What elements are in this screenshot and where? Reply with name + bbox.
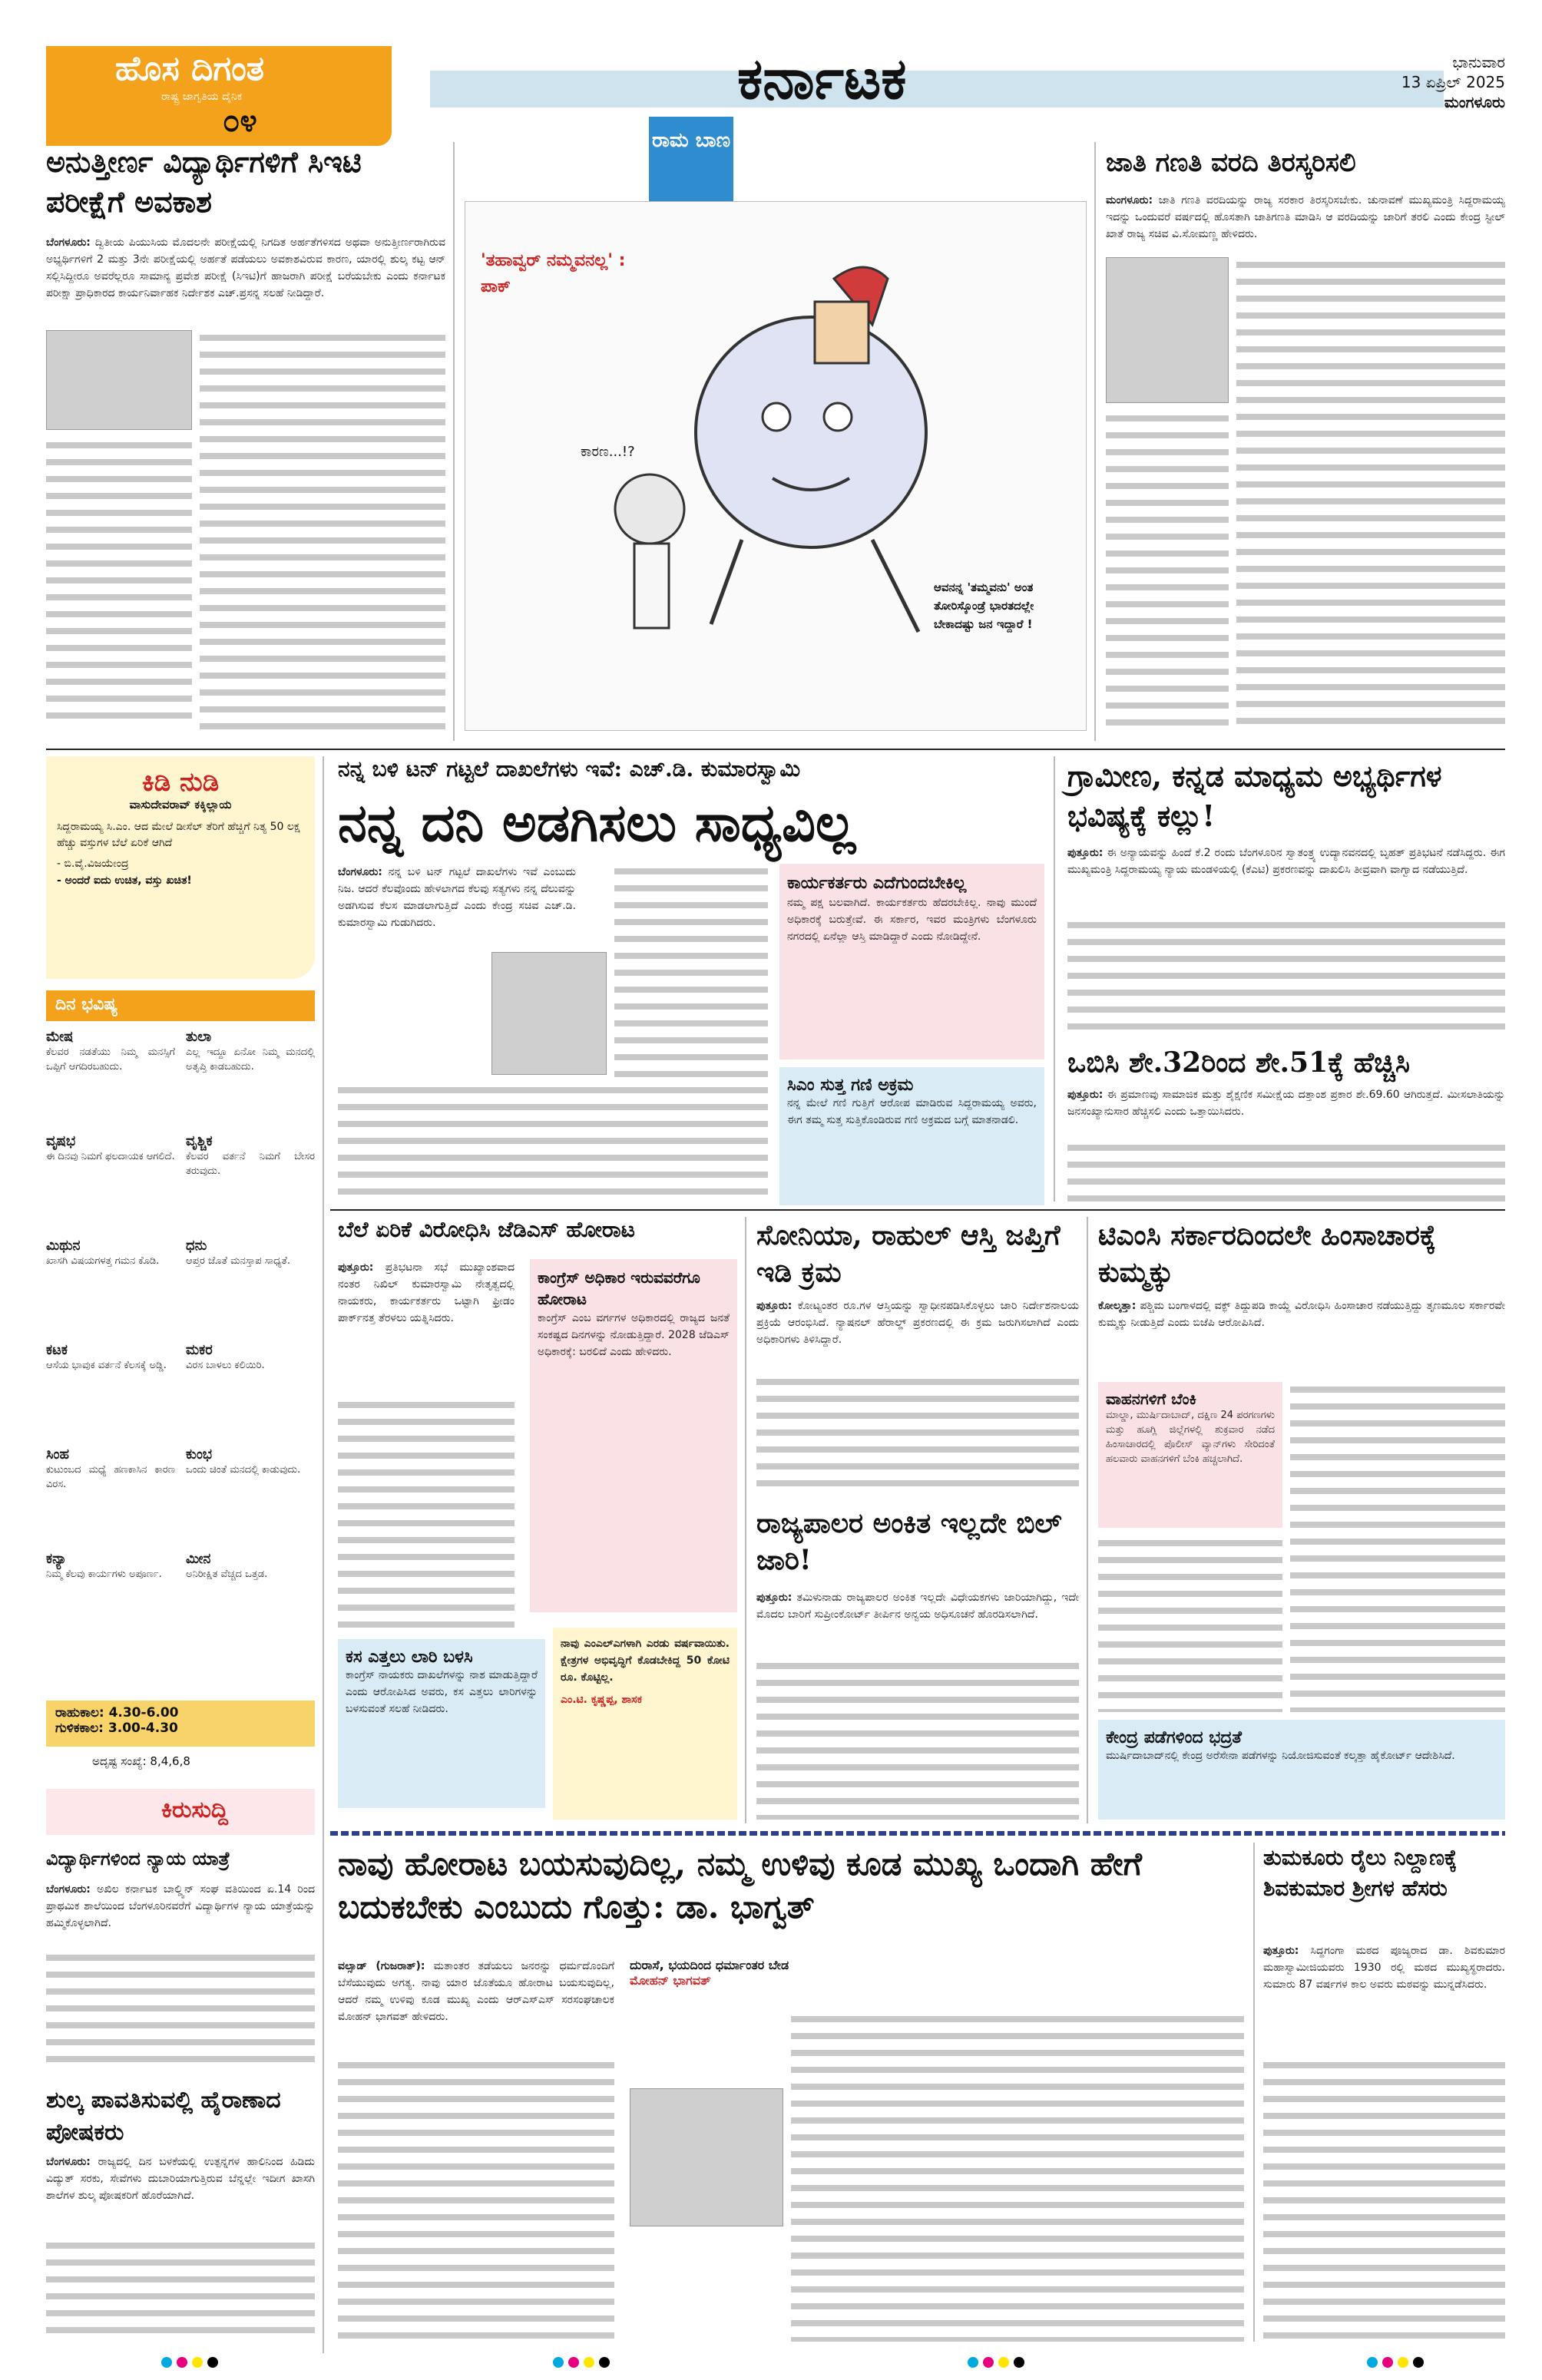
- governor-dateline: ಪುತ್ತೂರು:: [756, 1592, 793, 1604]
- logo-tagline: ರಾಷ್ಟ್ರ ಜಾಗೃತಿಯ ದೈನಿಕ: [161, 91, 243, 103]
- horoscope-sign: ಮಿಥುನ ಖಾಸಗಿ ವಿಷಯಗಳತ್ತ ಗಮನ ಕೊಡಿ.: [46, 1238, 160, 1267]
- rural-lead: ಈ ಅನ್ಯಾಯವನ್ನು ಹಿಂದೆ ಕೆ.2 ರಂದು ಬೆಂಗಳೂರಿನ ಸ್ವಾತಂತ್ರ್ಯ ಉದ್ಯಾನವನದಲ್ಲಿ ಬೃಹತ್ ಪ್ರತಿಭಟನೆ ನಡೆಸಿದ್ದರು. ಈಗ ಮುಖ್ಯಮಂತ್ರಿ ಸಿದ್ದರಾಮಯ್ಯ ನ್ಯಾಯ ಮಂಡಳಿಯಲ್ಲಿ (ಕೆಎಟಿ) ಪ್ರಕರಣವನ್ನು ದಾಖಲಿಸಿ ತೀವ್ರವಾಗಿ ವಾಗ್ವಾದ ನಡೆಯುತ್ತಿದೆ.: [1067, 847, 1506, 876]
- page-number: ೦೪: [223, 104, 257, 139]
- congress-box: [530, 1259, 737, 1612]
- horoscope-sign: ಮೇಷ ಕೆಲವರ ನಡತೆಯು ನಿಮ್ಮ ಮನಸ್ಸಿಗೆ ಒಪ್ಪಿಗೆ ಆಗದಿರಬಹುದು.: [46, 1029, 175, 1073]
- column-divider: [453, 142, 455, 741]
- section-divider: [46, 749, 1505, 750]
- workers-box: [779, 864, 1044, 1059]
- quote-source: ಎಂ.ಟಿ. ಕೃಷ್ಣಪ್ಪ, ಶಾಸಕ: [561, 1694, 642, 1706]
- garbage-headline: ಕಸ ಎತ್ತಲು ಲಾರಿ ಬಳಸಿ: [346, 1647, 473, 1667]
- kidi-nudi-text: ಸಿದ್ದರಾಮಯ್ಯ ಸಿ.ಎಂ. ಆದ ಮೇಲೆ ಡೀಸೆಲ್ ತೆರಿಗೆ ಹೆಚ್ಚಿಗೆ ನಿತ್ಯ 50 ಲಕ್ಷ ಹೆಚ್ಚು ವಸ್ತುಗಳ ಬೆಲೆ ಏರಿಕೆ ಆಗಿದೆ: [57, 821, 300, 849]
- tmc-body-continued-2: [1098, 1535, 1282, 1712]
- rahukala-box: [46, 1701, 315, 1747]
- kirusuddi-header: ಕಿರುಸುದ್ದಿ: [46, 1789, 315, 1835]
- city-label: ಮಂಗಳೂರು: [1444, 93, 1505, 111]
- horoscope-header: ದಿನ ಭವಿಷ್ಯ: [46, 990, 315, 1021]
- registration-marks-left: [161, 2357, 218, 2368]
- congress-title: ಕಾಂಗ್ರೆಸ್ ಅಧಿಕಾರ ಇರುವವರೆಗೂ ಹೋರಾಟ: [538, 1268, 700, 1308]
- kidi-nudi-source: - ಬಿ.ವೈ.ವಿಜಯೇಂದ್ರ: [57, 858, 129, 870]
- caste-body: [1106, 192, 1505, 243]
- caste-body-continued: [1236, 257, 1505, 733]
- hdk-kicker: ನನ್ನ ಬಳಿ ಟನ್ ಗಟ್ಟಲೆ ದಾಖಲೆಗಳು ಇವೆ: ಎಚ್.ಡಿ. ಕುಮಾರಸ್ವಾಮಿ: [338, 756, 801, 782]
- tmc-dateline: ಕೋಲ್ಕತ್ತಾ:: [1098, 1300, 1137, 1312]
- tumakuru-body-continued: [1263, 2058, 1505, 2342]
- cartoon-caption-bottom: ಆವನನ್ನ 'ತಮ್ಮವನು' ಅಂತ ತೋರಿಸ್ಕೊಂಡ್ರೆ ಭಾರತದಲ್ಲೇ ಬೇಕಾದಷ್ಟು ಜನ ಇದ್ದಾರೆ !: [934, 580, 1034, 631]
- horoscope-sign: ಮೀನ ಅನಿರೀಕ್ಷಿತ ವೆಚ್ಚದ ಒತ್ತಡ.: [186, 1551, 268, 1580]
- central-forces-text: ಮುರ್ಷಿದಾಬಾದ್‌ನಲ್ಲಿ ಕೇಂದ್ರ ಅರೆಸೇನಾ ಪಡೆಗಳನ್ನು ನಿಯೋಜಿಸುವಂತೆ ಕಲ್ಕತ್ತಾ ಹೈಕೋರ್ಟ್ ಆದೇಶಿಸಿದೆ.: [1106, 1750, 1455, 1762]
- date-label: 13 ಏಪ್ರಿಲ್ 2025: [1401, 73, 1505, 91]
- sonia-body-continued: [756, 1374, 1079, 1489]
- rural-body-continued: [1067, 917, 1505, 1040]
- hdk-body: [338, 864, 576, 931]
- bhagwat-inset: [630, 1958, 922, 2004]
- column-divider: [1087, 1217, 1088, 1823]
- vehicles-title: ವಾಹನಗಳಿಗೆ ಬೆಂಕಿ: [1106, 1390, 1196, 1408]
- section-divider: [330, 1209, 1505, 1211]
- date-block: [1352, 52, 1505, 112]
- registration-marks-mid: [553, 2357, 610, 2368]
- tumakuru-dateline: ಪುತ್ತೂರು:: [1263, 1945, 1299, 1957]
- obc-body: [1067, 1086, 1505, 1120]
- fees-body: [46, 2154, 315, 2204]
- fees-dateline: ಬೆಂಗಳೂರು:: [46, 2156, 91, 2168]
- hdk-headline: ನನ್ನ ದನಿ ಅಡಗಿಸಲು ಸಾಧ್ಯವಿಲ್ಲ: [338, 792, 856, 854]
- workers-text: ನಮ್ಮ ಪಕ್ಷ ಬಲವಾಗಿದೆ. ಕಾರ್ಯಕರ್ತರು ಹೆದರಬೇಕಿಲ್ಲ. ನಾವು ಮುಂದೆ ಅಧಿಕಾರಕ್ಕೆ ಬರುತ್ತೇವೆ. ಈ ಸರ್ಕಾರ, ಇವರ ಮಂತ್ರಿಗಳು ಬೆಂಗಳೂರು ನಗರದಲ್ಲಿ ಏನೆಲ್ಲಾ ಆಸ್ತಿ ಮಾಡಿದ್ದಾರೆ ಎಂದು ನೋಡಿದ್ದೇನೆ.: [787, 897, 1037, 943]
- justice-body-continued: [46, 1950, 315, 2073]
- garbage-text: ಕಾಂಗ್ರೆಸ್ ನಾಯಕರು ದಾಖಲೆಗಳನ್ನು ನಾಶ ಮಾಡುತ್ತಿದ್ದಾರೆ ಎಂದು ಆರೋಪಿಸಿದ ಅವರು, ಕಸ ಎತ್ತಲು ಲಾರಿಗಳನ್ನು ಬಳಸುವಂತೆ ಸಲಹೆ ನೀಡಿದರು.: [346, 1669, 538, 1715]
- price-dateline: ಪುತ್ತೂರು:: [338, 1261, 374, 1274]
- registration-marks-right: [1367, 2357, 1424, 2368]
- justice-dateline: ಬೆಂಗಳೂರು:: [46, 1883, 91, 1896]
- bhagwat-body-continued: [338, 2058, 614, 2342]
- price-body-continued: [338, 1397, 515, 1628]
- exam-body-continued-2: [46, 438, 192, 729]
- bhagwat-body-continued-2: [791, 2011, 1244, 2342]
- vehicles-text: ಮಾಲ್ಡಾ, ಮುರ್ಷಿದಾಬಾದ್, ದಕ್ಷಿಣ 24 ಪರಗಣಗಳು ಮತ್ತು ಹೂಗ್ಲಿ ಜಿಲ್ಲೆಗಳಲ್ಲಿ ಶುಕ್ರವಾರ ನಡೆದ ಹಿಂಸಾಚಾರದಲ್ಲಿ ಪೊಲೀಸ್ ವ್ಯಾನ್‌ಗಳು ಸೇರಿದಂತೆ ಹಲವಾರು ವಾಹನಗಳಿಗೆ ಬೆಂಕಿ ಹಚ್ಚಲಾಗಿದೆ.: [1106, 1410, 1275, 1465]
- exam-dateline: ಬೆಂಗಳೂರು:: [46, 236, 91, 249]
- registration-marks-mid2: [968, 2357, 1024, 2368]
- lucky-number: ಅದೃಷ್ಟ ಸಂಖ್ಯೆ: 8,4,6,8: [92, 1754, 190, 1768]
- governor-body-continued: [756, 1658, 1079, 1820]
- hdk-dateline: ಬೆಂಗಳೂರು:: [338, 866, 382, 878]
- caste-body-continued-2: [1106, 411, 1229, 733]
- somanna-photo: [1106, 257, 1229, 403]
- hdk-photo: [491, 952, 607, 1075]
- tmc-body: [1098, 1297, 1505, 1331]
- price-lead: ಪ್ರತಿಭಟನಾ ಸಭೆ ಮುಖ್ಯಾಂಶವಾದ ನಂತರ ನಿಖಿಲ್ ಕುಮಾರಸ್ವಾಮಿ ನೇತೃತ್ವದಲ್ಲಿ ನಾಯಕರು, ಕಾರ್ಯಕರ್ತರು ಒಟ್ಟಾಗಿ ಫ್ರೀಡಂ ಪಾರ್ಕ್‌ನತ್ತ ತೆರಳಲು ಯತ್ನಿಸಿದರು.: [338, 1261, 515, 1324]
- section-divider: [330, 1831, 1505, 1836]
- vehicles-box: [1098, 1382, 1282, 1528]
- hdk-body-continued-2: [614, 864, 768, 1079]
- quote-text: ನಾವು ಎಂಎಲ್‌ಎಗಳಾಗಿ ಎರಡು ವರ್ಷವಾಯಿತು. ಕ್ಷೇತ್ರಗಳ ಅಭಿವೃದ್ಧಿಗೆ ಕೊಡಬೇಕಿದ್ದ 50 ಕೋಟಿ ರೂ. ಕೊಟ್ಟಿಲ್ಲ.: [561, 1638, 730, 1684]
- fees-body-continued: [46, 2238, 315, 2338]
- congress-text: ಕಾಂಗ್ರೆಸ್ ಎಂಬ ವರ್ಗಗಳ ಅಧಿಕಾರದಲ್ಲಿ ರಾಜ್ಯದ ಜನತೆ ಸಂಕಷ್ಟದ ದಿನಗಳನ್ನು ನೋಡುತ್ತಿದ್ದಾರೆ. 2028 ಜೆಡಿಎಸ್‌ ಅಧಿಕಾರಕ್ಕೆ: ಬರಲಿದೆ ಎಂದು ಹೇಳಿದರು.: [538, 1312, 730, 1358]
- sonia-headline: ಸೋನಿಯಾ, ರಾಹುಲ್ ಆಸ್ತಿ ಜಪ್ತಿಗೆ ಇಡಿ ಕ್ರಮ: [756, 1219, 1061, 1288]
- hdk-body-continued: [338, 1083, 768, 1198]
- horoscope-sign: ಸಿಂಹ ಕುಟುಂಬದ ಮಧ್ಯೆ ಹಣಕಾಸಿನ ಕಾರಣ ವಿರಸ.: [46, 1446, 175, 1490]
- kidi-nudi-punch: - ಅಂದರೆ ಐದು ಉಚಿತ, ವಸ್ತು ಖಚಿತ!: [57, 874, 192, 887]
- bhagwat-lead: ಮತಾಂತರ ತಡೆಯಲು ಜನರನ್ನು ಧರ್ಮದೊಂದಿಗೆ ಬೆಸೆಯುವುದು ಅಗತ್ಯ. ನಾವು ಯಾರ ಜೊತೆಯೂ ಹೋರಾಟ ಬಯಸುವುದಿಲ್ಲ, ಆದರೆ ನಮ್ಮ ಉಳಿವು ಕೂಡ ಮುಖ್ಯ ಎಂದು ಆರ್‌ಎಸ್‌ಎಸ್ ಸರಸಂಘಚಾಲಕ ಮೋಹನ್ ಭಾಗವತ್ ಹೇಳಿದರು.: [338, 1960, 614, 2023]
- kidi-nudi-box: [46, 756, 315, 979]
- fees-headline: ಶುಲ್ಕ ಪಾವತಿಸುವಲ್ಲಿ ಹೈರಾಣಾದ ಪೋಷಕರು: [46, 2087, 281, 2146]
- horoscope-sign: ಧನು ಆಪ್ತರ ಜೊತೆ ಮನಸ್ತಾಪ ಸಾಧ್ಯತೆ.: [186, 1238, 290, 1267]
- central-forces-title: ಕೇಂದ್ರ ಪಡೆಗಳಿಂದ ಭದ್ರತೆ: [1106, 1727, 1242, 1747]
- caste-dateline: ಮಂಗಳೂರು:: [1106, 194, 1153, 207]
- cartoon-caption-top: 'ತಹಾವ್ವರ್ ನಮ್ಮವನಲ್ಲ' : ಪಾಕ್: [481, 251, 626, 296]
- governor-lead: ತಮಿಳುನಾಡು ರಾಜ್ಯಪಾಲರ ಅಂಕಿತ ಇಲ್ಲದೇ ವಿಧೇಯಕಗಳು ಜಾರಿಯಾಗಿದ್ದು, ಇದೇ ಮೊದಲ ಬಾರಿಗೆ ಸುಪ್ರೀಂಕೋರ್ಟ್ ತೀರ್ಪಿನ ಅನ್ವಯ ಅಧಿಸೂಚನೆ ಹೊರಡಿಸಲಾಗಿದೆ.: [756, 1592, 1079, 1621]
- obc-headline: ಒಬಿಸಿ ಶೇ.32ರಿಂದ ಶೇ.51ಕ್ಕೆ ಹೆಚ್ಚಿಸಿ: [1067, 1046, 1410, 1079]
- caste-lead: ಜಾತಿ ಗಣತಿ ವರದಿಯನ್ನು ರಾಜ್ಯ ಸರಕಾರ ತಿರಸ್ಕರಿಸಬೇಕು. ಚುನಾವಣೆ ಮುಖ್ಯಮಂತ್ರಿ ಸಿದ್ದರಾಮಯ್ಯ ಇದನ್ನು ಒಂದುವರೆ ವರ್ಷದಲ್ಲಿ ಹೊಸತಾಗಿ ಜಾತಿಗಣತಿ ಮಾಡಿಸಿ ಆ ವರದಿಯನ್ನು ಜಾರಿಗೆ ತರಲಿ ಎಂದು ಕೇಂದ್ರ ಸ್ಟೀಲ್ ಖಾತೆ ರಾಜ್ಯ ಸಚಿವ ವಿ.ಸೋಮಣ್ಣ ಹೇಳಿದರು.: [1106, 194, 1505, 240]
- bhagwat-headline: ನಾವು ಹೋರಾಟ ಬಯಸುವುದಿಲ್ಲ, ನಮ್ಮ ಉಳಿವು ಕೂಡ ಮುಖ್ಯ ಒಂದಾಗಿ ಹೇಗೆ ಬದುಕಬೇಕು ಎಂಬುದು ಗೊತ್ತು: ಡಾ. ಭಾಗ್ವತ್: [338, 1845, 1142, 1925]
- obc-body-continued: [1067, 1140, 1505, 1202]
- hdk-lead: ನನ್ನ ಬಳಿ ಟನ್ ಗಟ್ಟಲೆ ದಾಖಲೆಗಳು ಇವೆ ಎಂಬುದು ನಿಜ. ಆದರೆ ಕೆಲವೊಂದು ಹೇಳಲಾಗದ ಕೆಲವು ಸತ್ಯಗಳು ನನ್ನ ದೆಲುವನ್ನು ಅಡಗಿಸುವ ಕೆಲಸ ಮಾಡಲಾಗುತ್ತಿದೆ ಎಂದು ಕೇಂದ್ರ ಸಚಿವ ಎಚ್.ಡಿ. ಕುಮಾರಸ್ವಾಮಿ ಗುಡುಗಿದರು.: [338, 866, 576, 929]
- column-divider: [323, 756, 324, 2353]
- kidi-nudi-title: ಕಿಡಿ ನುಡಿ: [141, 767, 220, 798]
- horoscope-sign: ಕನ್ಯಾ ನಿಮ್ಮ ಕೆಲವು ಕಾರ್ಯಗಳು ಅಪೂರ್ಣ.: [46, 1551, 162, 1580]
- exam-lead: ದ್ವಿತೀಯ ಪಿಯುಸಿಯ ಮೊದಲನೇ ಪರೀಕ್ಷೆಯಲ್ಲಿ ನಿಗದಿತ ಅರ್ಹತೆಗಳಿಸದ ಅಥವಾ ಅನುತ್ತೀರ್ಣರಾಗಿರುವ ಅಭ್ಯರ್ಥಿಗಳಿಗೆ 2 ಮತ್ತು 3ನೇ ಪರೀಕ್ಷೆಯಲ್ಲಿ ಅರ್ಹತೆ ಪಡೆಯಲು ಅವಕಾಶವಿರುವ ಕಾರಣ, ಯಾರಲ್ಲಿ ಶುಲ್ಕ ಕಟ್ಟ ಆನ್‌ ಸಲ್ಲಿಸಿದ್ದೀರೂ ಅವರೆಲ್ಲರೂ ಸಾಮಾನ್ಯ ಪ್ರವೇಶ ಪರೀಕ್ಷೆ (ಸಿಇಟಿ)ಗೆ ಹಾಜರಾಗಿ ಪರೀಕ್ಷೆ ಬರೆಯಬೇಕು ಎಂದು ಕರ್ನಾಟಕ ಪರೀಕ್ಷಾ ಪ್ರಾಧಿಕಾರದ ಕಾರ್ಯನಿರ್ವಾಹಕ ನಿರ್ದೇಶಕ ಎಚ್.ಪ್ರಸನ್ನ ಸಲಹೆ ನೀಡಿದ್ದಾರೆ.: [46, 236, 445, 299]
- cm-mining-text: ನನ್ನ ಮೇಲೆ ಗಣಿ ಗುತ್ತಿಗೆ ಆರೋಪ ಮಾಡಿರುವ ಸಿದ್ದರಾಮಯ್ಯ ಅವರು, ಈಗ ತಮ್ಮ ಸುತ್ತ ಸುತ್ತಿಕೊಂಡಿರುವ ಗಣಿ ಅಕ್ರಮದ ಬಗ್ಗೆ ಮಾತನಾಡಲಿ.: [787, 1097, 1037, 1126]
- bhagwat-inset-title: ದುರಾಸೆ, ಭಯದಿಂದ ಧರ್ಮಾಂತರ ಬೇಡ: [630, 1958, 789, 1972]
- exam-headline: ಅನುತ್ತೀರ್ಣ ವಿದ್ಯಾರ್ಥಿಗಳಿಗೆ ಸಿಇಟಿ ಪರೀಕ್ಷೆಗೆ ಅವಕಾಶ: [46, 144, 362, 219]
- column-divider: [1253, 1843, 1255, 2342]
- horoscope-sign: ಕಟಕ ಆಸೆಯ ಭಾವುಕ ವರ್ತನೆ ಕೆಲಸಕ್ಕೆ ಅಡ್ಡಿ.: [46, 1342, 167, 1371]
- tmc-headline: ಟಿಎಂಸಿ ಸರ್ಕಾರದಿಂದಲೇ ಹಿಂಸಾಚಾರಕ್ಕೆ ಕುಮ್ಮಕ್ಕು: [1098, 1219, 1436, 1288]
- sonia-lead: ಕೋಟ್ಯಂತರ ರೂ.ಗಳ ಆಸ್ತಿಯನ್ನು ಸ್ವಾಧೀನಪಡಿಸಿಕೊಳ್ಳಲು ಜಾರಿ ನಿರ್ದೇಶನಾಲಯ ಪ್ರಕ್ರಿಯೆ ಆರಂಭಿಸಿದೆ. ನ್ಯಾಷನಲ್ ಹೆರಾಲ್ಡ್ ಪ್ರಕರಣದಲ್ಲಿ ಈ ಕ್ರಮ ಜರುಗಿಸಲಾಗಿದೆ ಎಂದು ಅಧಿಕಾರಿಗಳು ತಿಳಿಸಿದ್ದಾರೆ.: [756, 1300, 1079, 1346]
- governor-headline: ರಾಜ್ಯಪಾಲರ ಅಂಕಿತ ಇಲ್ಲದೇ ಬಿಲ್ ಜಾರಿ!: [756, 1507, 1062, 1576]
- column-divider: [745, 1217, 746, 1823]
- bhagwat-inset-name: ಮೋಹನ್ ಭಾಗವತ್: [630, 1973, 711, 1988]
- cm-mining-title: ಸಿಎಂ ಸುತ್ತ ಗಣಿ ಅಕ್ರಮ: [787, 1075, 914, 1095]
- garbage-box: [338, 1639, 545, 1808]
- newspaper-logo: ಹೊಸ ದಿಗಂತ: [115, 49, 265, 88]
- governor-body: [756, 1589, 1079, 1623]
- bhagwat-dateline: ವಲ್ಸಾಡ್ (ಗುಜರಾತ್):: [338, 1960, 425, 1972]
- cartoon-panel: [465, 201, 1087, 731]
- sonia-body: [756, 1297, 1079, 1348]
- horoscope-sign: ವೃಷಭ ಈ ದಿನವು ನಿಮಗೆ ಫಲದಾಯಕ ಆಗಲಿದೆ.: [46, 1133, 175, 1162]
- cm-mining-box: [779, 1067, 1044, 1205]
- exam-body: [46, 234, 445, 302]
- tumakuru-headline: ತುಮಕೂರು ರೈಲು ನಿಲ್ದಾಣಕ್ಕೆ ಶಿವಕುಮಾರ ಶ್ರೀಗಳ ಹೆಸರು: [1263, 1845, 1458, 1901]
- horoscope-sign: ಕುಂಭ ಒಂದು ಚಿಂತೆ ಮನದಲ್ಲಿ ಕಾಡುವುದು.: [186, 1446, 301, 1476]
- bhagwat-photo: [630, 2088, 783, 2226]
- ramabana-badge: ರಾಮ ಬಾಣ: [649, 117, 733, 209]
- tumakuru-body: [1263, 1942, 1505, 1993]
- tumakuru-lead: ಸಿದ್ದಗಂಗಾ ಮಠದ ಪೂಜ್ಯರಾದ ಡಾ. ಶಿವಕುಮಾರ ಮಹಾಸ್ವಾಮೀಜಿಯವರು 1930 ರಲ್ಲಿ ಮಠದ ಮುಖ್ಯಸ್ಥರಾದರು. ಸುಮಾರು 87 ವರ್ಷಗಳ ಕಾಲ ಅವರು ಮಠವನ್ನು ಮುನ್ನಡೆಸಿದರು.: [1263, 1945, 1505, 1991]
- masthead-bar: [430, 71, 1444, 107]
- horoscope-sign: ಮಕರ ವಿರಸ ಬಾಳಲು ಕಲಿಯಿರಿ.: [186, 1342, 265, 1371]
- justice-headline: ವಿದ್ಯಾರ್ಥಿಗಳಿಂದ ನ್ಯಾಯ ಯಾತ್ರೆ: [46, 1847, 230, 1869]
- tmc-lead: ಪಶ್ಚಿಮ ಬಂಗಾಳದಲ್ಲಿ ವಕ್ಫ್ ತಿದ್ದುಪಡಿ ಕಾಯ್ದೆ ವಿರೋಧಿಸಿ ಹಿಂಸಾಚಾರ ನಡೆಯುತ್ತಿದ್ದು ತೃಣಮೂಲ ಸರ್ಕಾರವೇ ಕುಮ್ಮಕ್ಕು ನೀಡುತ್ತಿದೆ ಎಂದು ಬಿಜೆಪಿ ಆರೋಪಿಸಿದೆ.: [1098, 1300, 1505, 1329]
- justice-body: [46, 1881, 315, 1932]
- tmc-body-continued: [1290, 1382, 1505, 1712]
- horoscope-sign: ತುಲಾ ಎಲ್ಲ ಇದ್ದೂ ಏನೋ ನಿಮ್ಮ ಮನದಲ್ಲಿ ಅತೃಪ್ತಿ ಕಾಡಬಹುದು.: [186, 1029, 315, 1073]
- caste-headline: ಜಾತಿ ಗಣತಿ ವರದಿ ತಿರಸ್ಕರಿಸಲಿ: [1106, 147, 1356, 178]
- horoscope-grid: [46, 1029, 315, 1681]
- workers-title: ಕಾರ್ಯಕರ್ತರು ಎದೆಗುಂದಬೇಕಿಲ್ಲ: [787, 873, 967, 893]
- cartoon-speech: ಕಾರಣ...!?: [581, 444, 635, 460]
- sonia-dateline: ಪುತ್ತೂರು:: [756, 1300, 793, 1312]
- section-title: ಕರ್ನಾಟಕ: [737, 46, 907, 112]
- central-forces-box: [1098, 1720, 1505, 1820]
- horoscope-sign: ವೃಶ್ಚಿಕ ಕೆಲವರ ವರ್ತನೆ ನಿಮಗೆ ಬೇಸರ ತರುವುದು.: [186, 1133, 315, 1177]
- justice-lead: ಅಖಿಲ ಕರ್ನಾಟಕ ಬಾಲ್ಡ್ವಿನ್ ಸಂಘ ವತಿಯಿಂದ ಏ.14 ರಿಂದ ಪ್ರಾಥಮಿಕ ಶಾಲೆಯಿಂದ ಬೆಂಗಳೂರಿನವರೆಗೆ ವಿದ್ಯಾರ್ಥಿಗಳ ನ್ಯಾಯ ಯಾತ್ರೆಯನ್ನು ಹಮ್ಮಿಕೊಳ್ಳಲಾಗಿದೆ.: [46, 1883, 316, 1929]
- day-label: ಭಾನುವಾರ: [1452, 53, 1505, 71]
- rahukala: ರಾಹುಕಾಲ: 4.30-6.00: [55, 1705, 179, 1721]
- rural-headline: ಗ್ರಾಮೀಣ, ಕನ್ನಡ ಮಾಧ್ಯಮ ಅಭ್ಯರ್ಥಿಗಳ ಭವಿಷ್ಯಕ್ಕೆ ಕಲ್ಲು!: [1067, 759, 1442, 833]
- exam-hall-photo: [46, 330, 192, 430]
- quote-box: [553, 1628, 737, 1820]
- obc-lead: ಈ ಪ್ರಮಾಣವು ಸಾಮಾಜಿಕ ಮತ್ತು ಶೈಕ್ಷಣಿಕ ಸಮೀಕ್ಷೆಯ ದತ್ತಾಂಶ ಪ್ರಕಾರ ಶೇ.69.60 ಆಗಿರುತ್ತದೆ. ಮೀಸಲಾತಿಯನ್ನು ಜನಸಂಖ್ಯಾನುಸಾರ ಹೆಚ್ಚಿಸಲಿ ಎಂದು ಒತ್ತಾಯಿಸಿದರು.: [1067, 1089, 1506, 1118]
- price-body: [338, 1259, 515, 1327]
- fees-lead: ರಾಜ್ಯದಲ್ಲಿ ದಿನ ಬಳಕೆಯಲ್ಲಿ ಉತ್ಪನ್ನಗಳ ಹಾಲಿನಿಂದ ಹಿಡಿದು ವಿದ್ಯುತ್ ಸರಕು, ಸೇವೆಗಳು ದುಬಾರಿಯಾಗುತ್ತಿರುವ ಬೆನ್ನಲ್ಲೇ ಇದೀಗ ಖಾಸಗಿ ಶಾಲೆಗಳ ಶುಲ್ಕ ಪೋಷಕರಿಗೆ ಹೊರೆಯಾಗಿದೆ.: [46, 2156, 315, 2202]
- rural-body: [1067, 845, 1505, 878]
- rural-dateline: ಪುತ್ತೂರು:: [1067, 847, 1104, 859]
- bhagwat-body: [338, 1958, 614, 2025]
- kidi-nudi-author: ವಾಸುದೇವರಾವ್ ಕಕ್ಕಿಲ್ಲಾಯ: [129, 798, 232, 812]
- obc-dateline: ಪುತ್ತೂರು:: [1067, 1089, 1104, 1101]
- column-divider: [1054, 756, 1055, 1202]
- column-divider: [1094, 142, 1096, 741]
- exam-body-continued: [200, 330, 445, 729]
- gulikakala: ಗುಳಿಕಕಾಲ: 3.00-4.30: [55, 1721, 178, 1736]
- price-headline: ಬೆಲೆ ಏರಿಕೆ ವಿರೋಧಿಸಿ ಜೆಡಿಎಸ್ ಹೋರಾಟ: [338, 1217, 635, 1242]
